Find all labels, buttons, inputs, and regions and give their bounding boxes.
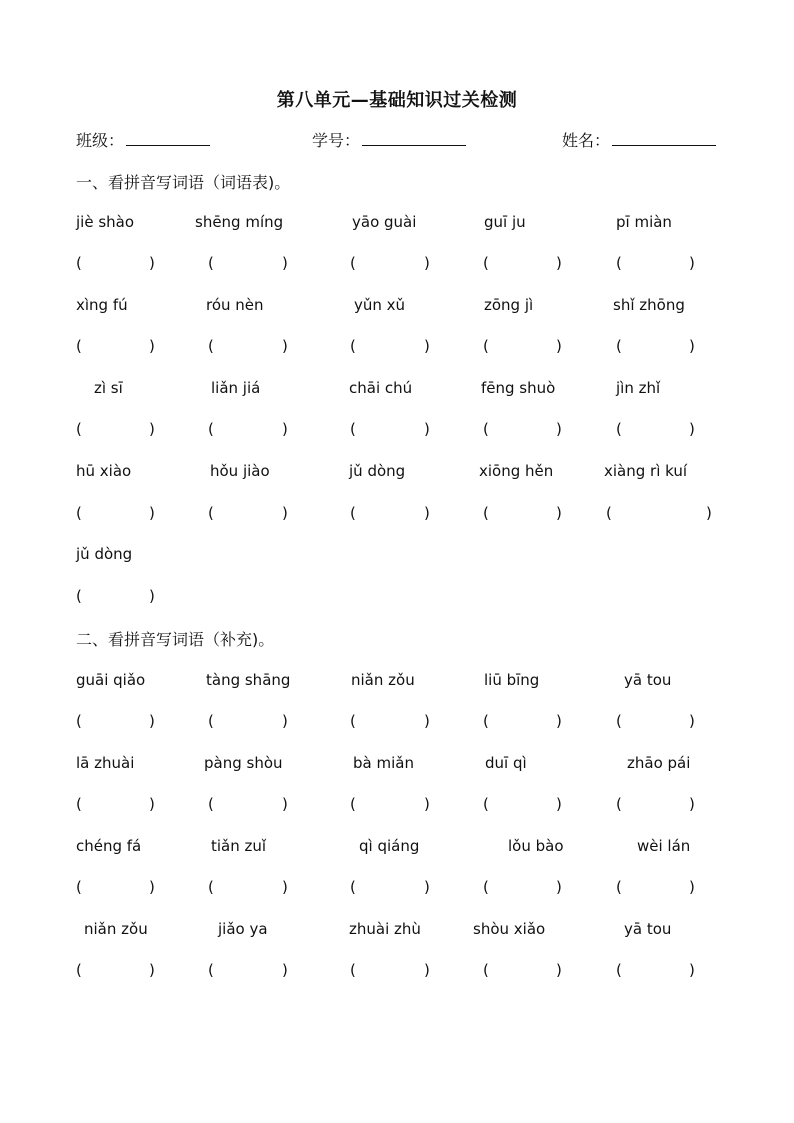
close-paren: ): [282, 420, 288, 438]
open-paren: (: [208, 878, 214, 896]
close-paren: ): [689, 878, 695, 896]
close-paren: ): [424, 254, 430, 272]
section1-pinyin: jǔ dòng: [76, 545, 133, 563]
section1-pinyin: pī miàn: [616, 213, 672, 231]
section2-pinyin: lǒu bào: [508, 837, 564, 855]
open-paren: (: [76, 504, 82, 522]
section1-pinyin: chāi chú: [349, 379, 413, 397]
close-paren: ): [282, 337, 288, 355]
open-paren: (: [616, 961, 622, 979]
section1-pinyin: fēng shuò: [481, 379, 556, 397]
class-field: [76, 128, 210, 151]
section1-pinyin: xìng fú: [76, 296, 128, 314]
open-paren: (: [208, 254, 214, 272]
close-paren: ): [282, 504, 288, 522]
open-paren: (: [350, 420, 356, 438]
section1-pinyin: guī ju: [484, 213, 526, 231]
class-blank[interactable]: [126, 129, 210, 146]
open-paren: (: [76, 795, 82, 813]
section1-pinyin: jiè shào: [76, 213, 135, 231]
open-paren: (: [76, 337, 82, 355]
section2-pinyin: zhuài zhù: [349, 920, 421, 938]
section2-pinyin: yā tou: [624, 671, 672, 689]
open-paren: (: [208, 961, 214, 979]
close-paren: ): [556, 337, 562, 355]
close-paren: ): [424, 961, 430, 979]
close-paren: ): [556, 254, 562, 272]
close-paren: ): [282, 795, 288, 813]
section2-pinyin: qì qiáng: [359, 837, 420, 855]
close-paren: ): [282, 712, 288, 730]
close-paren: ): [282, 878, 288, 896]
name-blank[interactable]: [612, 129, 716, 146]
section2-pinyin: shòu xiǎo: [473, 920, 546, 938]
section1-pinyin: shēng míng: [195, 213, 284, 231]
close-paren: ): [149, 587, 155, 605]
close-paren: ): [424, 795, 430, 813]
section2-pinyin: jiǎo ya: [218, 920, 268, 938]
section2-pinyin: lā zhuài: [76, 754, 135, 772]
close-paren: ): [689, 961, 695, 979]
section1-pinyin: zì sī: [94, 379, 123, 397]
open-paren: (: [483, 795, 489, 813]
close-paren: ): [556, 420, 562, 438]
open-paren: (: [76, 254, 82, 272]
open-paren: (: [350, 337, 356, 355]
section2-heading: 二、看拼音写词语（补充)。: [76, 630, 275, 649]
close-paren: ): [556, 712, 562, 730]
close-paren: ): [282, 961, 288, 979]
class-label: 班级：: [76, 131, 125, 150]
section1-heading: 一、看拼音写词语（词语表)。: [76, 173, 291, 192]
close-paren: ): [424, 420, 430, 438]
open-paren: (: [208, 712, 214, 730]
close-paren: ): [689, 795, 695, 813]
close-paren: ): [689, 420, 695, 438]
close-paren: ): [424, 712, 430, 730]
close-paren: ): [689, 337, 695, 355]
open-paren: (: [616, 420, 622, 438]
section2-pinyin: tiǎn zuǐ: [211, 837, 267, 855]
open-paren: (: [76, 961, 82, 979]
close-paren: ): [149, 337, 155, 355]
close-paren: ): [689, 712, 695, 730]
close-paren: ): [556, 504, 562, 522]
section1-pinyin: zōng jì: [484, 296, 534, 314]
open-paren: (: [616, 795, 622, 813]
section2-pinyin: zhāo pái: [627, 754, 691, 772]
open-paren: (: [483, 878, 489, 896]
section2-pinyin: niǎn zǒu: [84, 920, 148, 938]
section1-pinyin: yǔn xǔ: [354, 296, 406, 314]
section2-pinyin: niǎn zǒu: [351, 671, 415, 689]
student-id-field: [312, 128, 466, 151]
open-paren: (: [350, 712, 356, 730]
section2-pinyin: wèi lán: [637, 837, 691, 855]
open-paren: (: [76, 878, 82, 896]
open-paren: (: [483, 337, 489, 355]
open-paren: (: [208, 337, 214, 355]
section1-pinyin: hū xiào: [76, 462, 132, 480]
open-paren: (: [350, 254, 356, 272]
name-label: 姓名：: [562, 131, 611, 150]
close-paren: ): [149, 878, 155, 896]
close-paren: ): [149, 712, 155, 730]
open-paren: (: [76, 420, 82, 438]
close-paren: ): [556, 878, 562, 896]
section1-pinyin: jǔ dòng: [349, 462, 406, 480]
close-paren: ): [149, 961, 155, 979]
section2-pinyin: chéng fá: [76, 837, 142, 855]
open-paren: (: [616, 878, 622, 896]
close-paren: ): [282, 254, 288, 272]
section1-pinyin: yāo guài: [352, 213, 417, 231]
student-id-blank[interactable]: [362, 129, 466, 146]
open-paren: (: [208, 795, 214, 813]
open-paren: (: [350, 961, 356, 979]
open-paren: (: [483, 420, 489, 438]
open-paren: (: [616, 254, 622, 272]
section2-pinyin: tàng shāng: [206, 671, 291, 689]
section1-pinyin: róu nèn: [206, 296, 264, 314]
open-paren: (: [483, 961, 489, 979]
close-paren: ): [556, 795, 562, 813]
open-paren: (: [350, 504, 356, 522]
close-paren: ): [424, 504, 430, 522]
section2-pinyin: yā tou: [624, 920, 672, 938]
section2-pinyin: liū bīng: [484, 671, 540, 689]
close-paren: ): [556, 961, 562, 979]
section2-pinyin: guāi qiǎo: [76, 671, 146, 689]
open-paren: (: [483, 712, 489, 730]
section1-pinyin: xiàng rì kuí: [604, 462, 688, 480]
close-paren: ): [424, 878, 430, 896]
section1-pinyin: jìn zhǐ: [616, 379, 661, 397]
open-paren: (: [483, 504, 489, 522]
open-paren: (: [76, 587, 82, 605]
open-paren: (: [350, 795, 356, 813]
close-paren: ): [424, 337, 430, 355]
name-field: [562, 128, 716, 151]
student-id-label: 学号：: [312, 131, 361, 150]
close-paren: ): [689, 254, 695, 272]
close-paren: ): [149, 420, 155, 438]
open-paren: (: [208, 504, 214, 522]
section1-pinyin: hǒu jiào: [210, 462, 270, 480]
open-paren: (: [616, 712, 622, 730]
close-paren: ): [149, 504, 155, 522]
section2-pinyin: pàng shòu: [204, 754, 283, 772]
section1-pinyin: xiōng hěn: [479, 462, 554, 480]
open-paren: (: [483, 254, 489, 272]
open-paren: (: [350, 878, 356, 896]
close-paren: ): [149, 254, 155, 272]
section2-pinyin: bà miǎn: [353, 754, 414, 772]
open-paren: (: [616, 337, 622, 355]
open-paren: (: [606, 504, 612, 522]
section1-pinyin: liǎn jiá: [211, 379, 261, 397]
section2-pinyin: duī qì: [485, 754, 527, 772]
close-paren: ): [706, 504, 712, 522]
close-paren: ): [149, 795, 155, 813]
page-title: 第八单元—基础知识过关检测: [276, 90, 518, 111]
open-paren: (: [76, 712, 82, 730]
open-paren: (: [208, 420, 214, 438]
section1-pinyin: shǐ zhōng: [613, 296, 685, 314]
